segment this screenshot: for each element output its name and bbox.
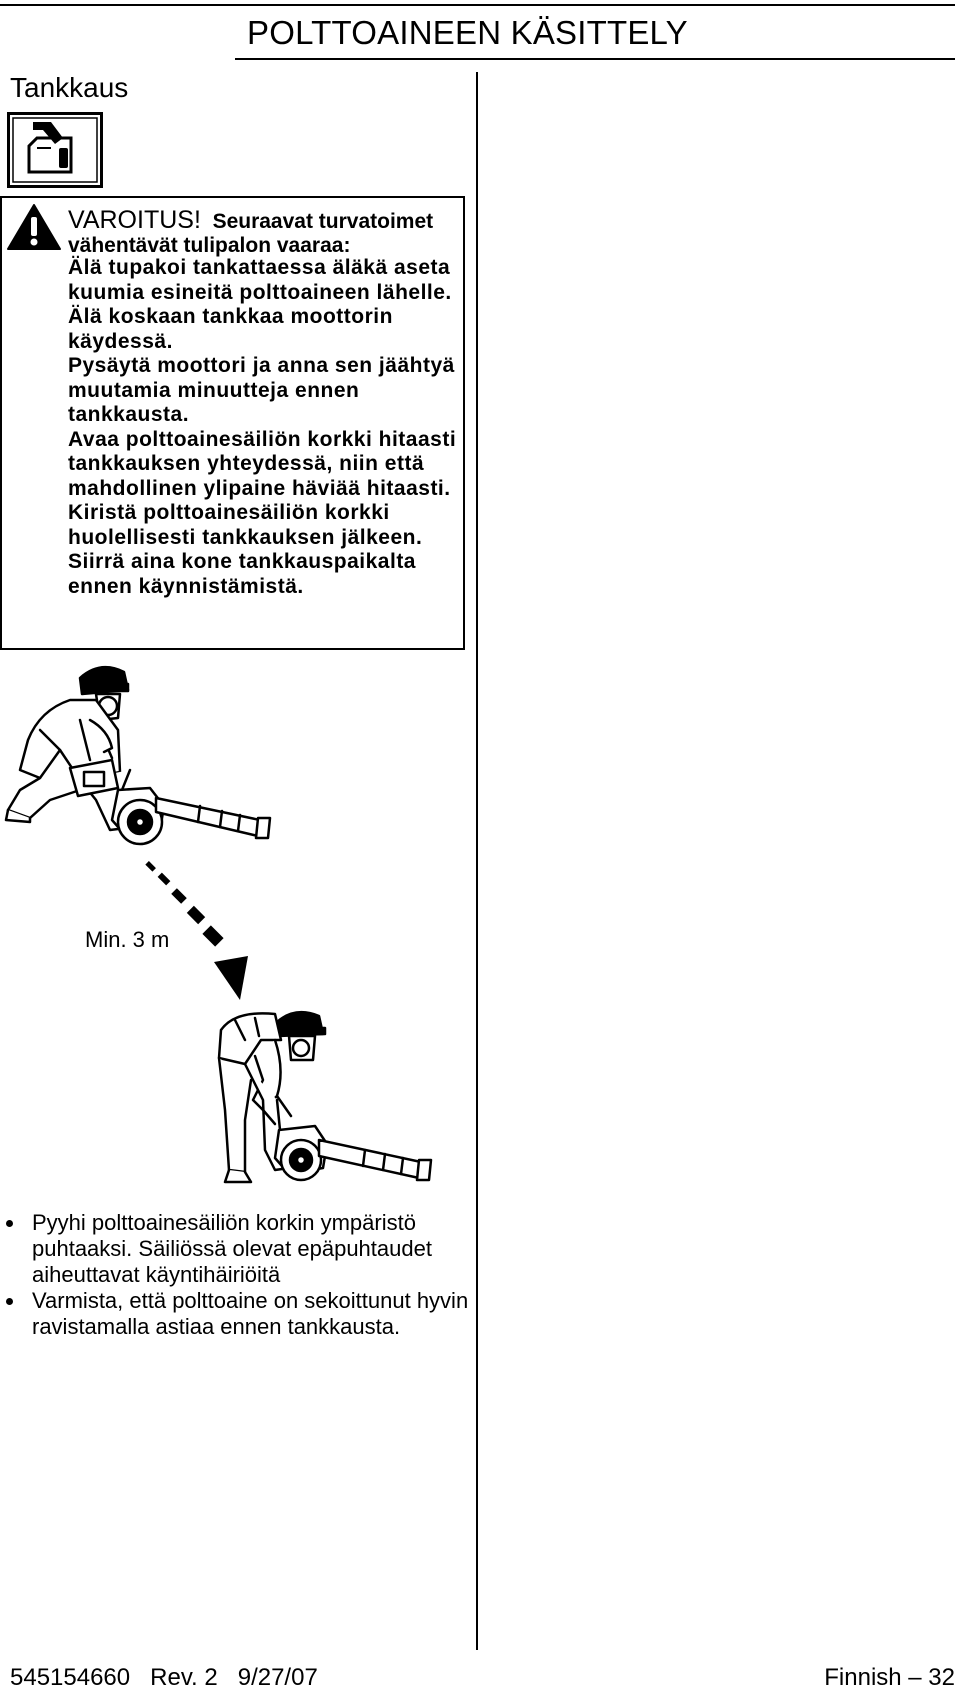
distance-label: Min. 3 m xyxy=(85,927,170,952)
title-rule xyxy=(235,58,955,60)
warning-line: Kiristä polttoainesäiliön korkki huolellisesti tankkauksen jälkeen. xyxy=(68,501,423,549)
list-item-text: Pyyhi polttoainesäiliön korkin ympäristö puhtaaksi. Säiliössä olevat epäpuhtaudet aiheuttavat käyntihäiriöitä xyxy=(32,1210,432,1287)
column-divider xyxy=(476,72,478,1650)
list-item xyxy=(0,1210,470,1288)
warning-line: Siirrä aina kone tankkauspaikalta ennen käynnistämistä. xyxy=(68,550,416,598)
warning-line: Avaa polttoainesäiliön korkki hitaasti tankkauksen yhteydessä, niin että mahdollinen ylipaine häviää hitaasti. xyxy=(68,427,457,500)
instruction-list xyxy=(0,1210,470,1340)
section-heading: Tankkaus xyxy=(10,72,129,103)
warning-line: Älä koskaan tankkaa moottorin käydessä. xyxy=(68,305,393,353)
footer-page-number: Finnish – 32 xyxy=(824,1664,955,1691)
refueling-operator-illustration xyxy=(0,660,290,860)
top-rule xyxy=(0,4,955,6)
fuel-can-pictogram-icon xyxy=(7,112,103,188)
list-item xyxy=(0,1288,470,1340)
page-title: POLTTOAINEEN KÄSITTELY xyxy=(247,14,688,51)
starting-operator-illustration xyxy=(215,1000,475,1190)
bullet-icon xyxy=(6,1298,13,1305)
warning-intro: Seuraavat turvatoimet vähentävät tulipalon vaaraa: xyxy=(68,210,434,257)
warning-triangle-icon xyxy=(6,203,62,251)
warning-line: Pysäytä moottori ja anna sen jäähtyä muutamia minuutteja ennen tankkausta. xyxy=(68,354,455,426)
warning-heading xyxy=(68,208,463,258)
bullet-icon xyxy=(6,1220,13,1227)
warning-word: VAROITUS! xyxy=(68,206,201,234)
warning-body xyxy=(68,256,463,599)
list-item-text: Varmista, että polttoaine on sekoittunut hyvin ravistamalla astiaa ennen tankkausta. xyxy=(32,1288,469,1339)
warning-line: Älä tupakoi tankattaessa äläkä aseta kuumia esineitä polttoaineen lähelle. xyxy=(68,256,452,304)
footer-document-info: 545154660 Rev. 2 9/27/07 xyxy=(10,1664,318,1691)
warning-box xyxy=(0,196,465,650)
